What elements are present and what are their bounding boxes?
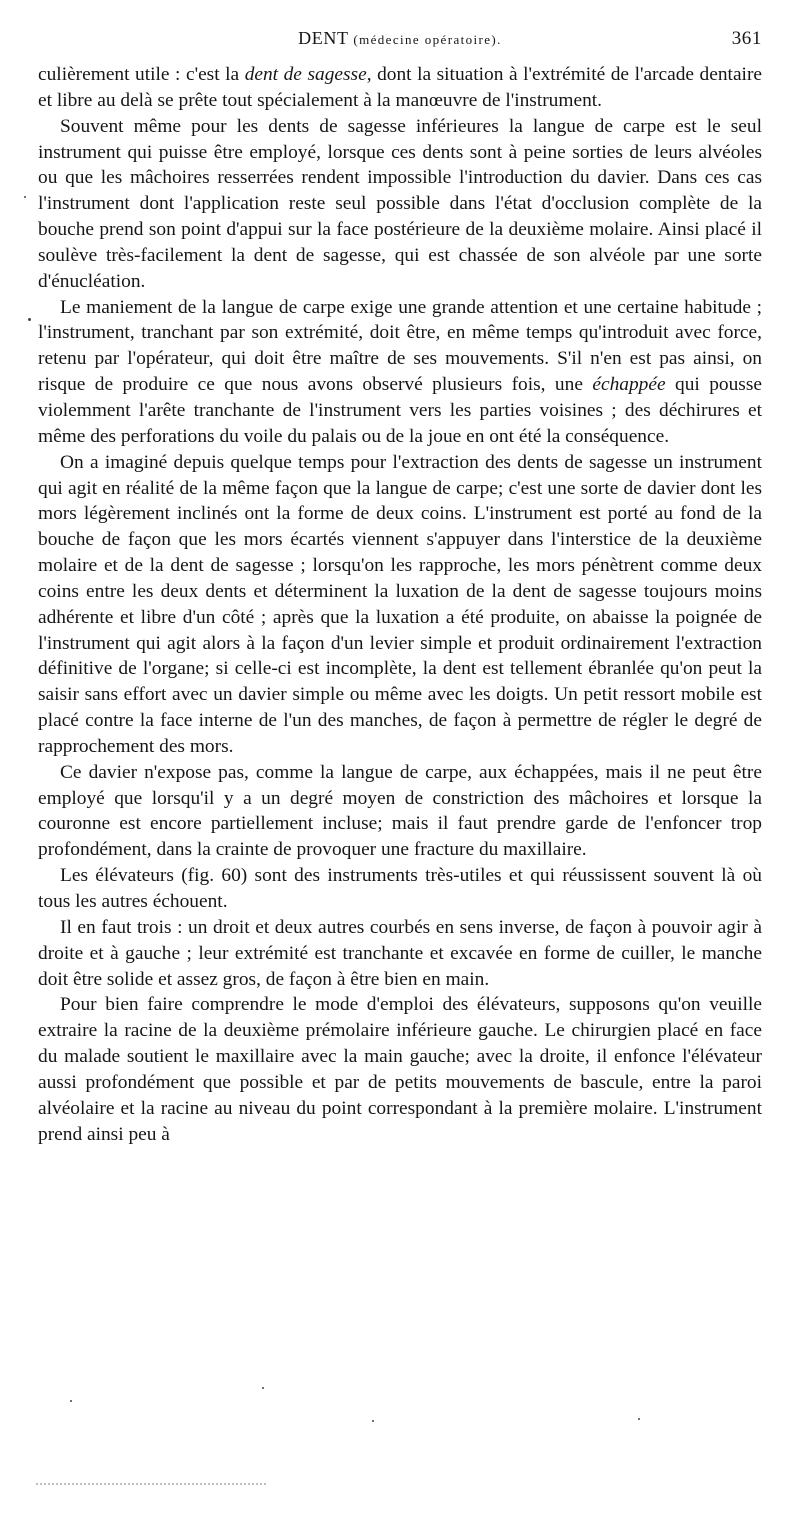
paragraph-text-part: culièrement utile : c'est la xyxy=(38,64,245,85)
scan-speck xyxy=(262,1387,264,1389)
italic-term: dent de sagesse xyxy=(244,64,367,85)
paragraph-davier-limites: Ce davier n'expose pas, comme la langue de carpe, aux échappées, mais il ne peut être employé que lorsqu'il y a un degré moyen de constriction des mâchoires et lorsque la couronne est encore partiellement incluse; mais il faut prendre garde de l'enfoncer trop profondément, dans la crainte de provoquer une fracture du maxillaire. xyxy=(38,761,762,861)
paragraph-maniement xyxy=(38,295,762,450)
scan-speck xyxy=(70,1400,72,1402)
body-text xyxy=(38,62,762,1147)
italic-term: échappée xyxy=(592,374,666,396)
running-title-main: DENT xyxy=(298,28,349,48)
running-title xyxy=(38,28,762,49)
paragraph-text-part: qui pousse violemment l'arête tranchante de l'instrument vers les parties voisines ; des déchirures et même des perforations du voile du palais ou de la joue en ont été la conséquence. xyxy=(38,374,762,447)
paragraph-elevateurs-trois: Il en faut trois : un droit et deux autres courbés en sens inverse, de façon à pouvoir agir à droite et à gauche ; leur extrémité est tranchante et excavée en forme de cuiller, le manche doit être solide et assez gros, de façon à être bien en main. xyxy=(38,916,762,990)
scan-speck xyxy=(372,1420,374,1422)
paragraph-davier-coins: On a imaginé depuis quelque temps pour l'extraction des dents de sagesse un instrument qui agit en réalité de la même façon que la langue de carpe; c'est une sorte de davier dont les mors légèrement inclinés ont la forme de deux coins. L'instrument est porté au fond de la bouche de façon que les mors écartés viennent s'appuyer dans l'interstice de la deuxième molaire et de la dent de sagesse ; lorsqu'on les rapproche, les mors pénètrent comme deux coins entre les deux dents et déterminent la luxation de la dent de sagesse toujours moins adhérente et libre d'un côté ; après que la luxation a été produite, on abaisse la poignée de l'instrument qui agit alors à la façon d'un levier simple et produit ordinairement l'extraction définitive de l'organe; si celle-ci est incomplète, la dent est tellement ébranlée qu'on peut la saisir sans effort avec un davier simple ou même avec les doigts. Un petit ressort mobile est placé contre la face interne de l'un des manches, de façon à permettre de régler le degré de rapprochement des mors. xyxy=(38,451,762,757)
running-title-subtitle: (médecine opératoire). xyxy=(353,32,502,47)
running-header xyxy=(38,26,762,56)
paragraph-text-part: , dont la situation à l'extrémité de l'arcade dentaire et libre au delà se prête tout spécialement à la manœuvre de l'instrument. xyxy=(38,64,763,111)
scan-artifact-line xyxy=(36,1483,266,1487)
paragraph-dent-de-sagesse xyxy=(38,62,762,114)
paragraph-elevateurs-emploi: Pour bien faire comprendre le mode d'emploi des élévateurs, supposons qu'on veuille extraire la racine de la deuxième prémolaire inférieure gauche. Le chirurgien placé en face du malade soutient le maxillaire avec la main gauche; avec la droite, il enfonce l'élévateur aussi profondément que possible et par de petits mouvements de bascule, entre la paroi alvéolaire et la racine au niveau du point correspondant à la première molaire. L'instrument prend ainsi peu à xyxy=(38,994,762,1145)
scan-speck xyxy=(24,196,26,198)
paragraph-langue-de-carpe-usage: Souvent même pour les dents de sagesse inférieures la langue de carpe est le seul instrument qui puisse être employé, lorsque ces dents sont à peine sorties de leurs alvéoles ou que les mâchoires resserrées rendent impossible l'introduction du davier. Dans ces cas l'instrument dont l'application reste seul possible dans l'état d'occlusion complète de la bouche prend son point d'appui sur la face postérieure de la deuxième molaire. Ainsi placé il soulève très-facilement la dent de sagesse, qui est chassée de son alvéole par une sorte d'énucléation. xyxy=(38,115,762,292)
scan-speck xyxy=(638,1418,640,1420)
paragraph-elevateurs-intro: Les élévateurs (fig. 60) sont des instruments très-utiles et qui réussissent souvent là où tous les autres échouent. xyxy=(38,865,762,912)
page-number: 361 xyxy=(731,28,762,49)
scan-speck xyxy=(28,318,31,321)
page xyxy=(38,26,762,1147)
paragraph-text-part: Le maniement de la langue de carpe exige une grande attention et une certaine habitude ; l'instrument, tranchant par son extrémité, doit être, en même temps qu'introduit avec force, retenu par l'opérateur, qui doit être maître de ses mouvements. S'il n'en est pas ainsi, on risque de produire ce que nous avons observé plusieurs fois, une xyxy=(38,296,762,396)
